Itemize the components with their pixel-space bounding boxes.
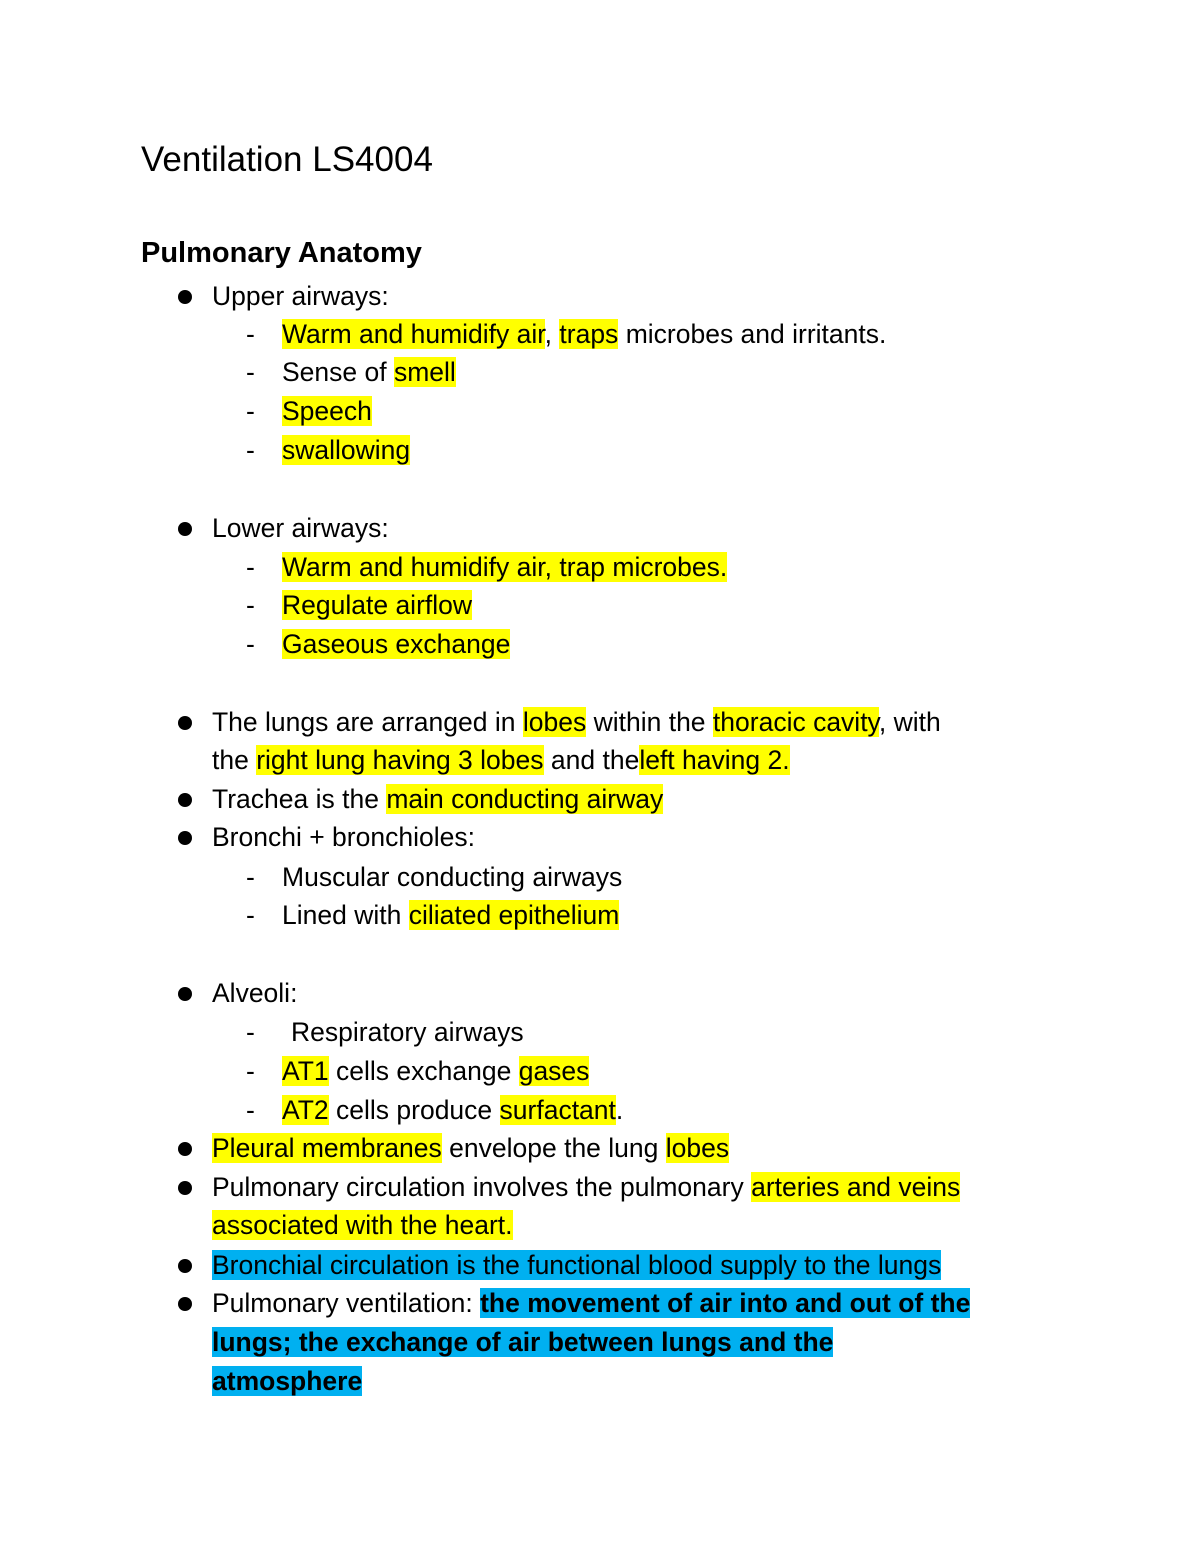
lower-airways-label: Lower airways: (212, 513, 389, 543)
highlight-blue: the movement of air into and out of the (480, 1288, 971, 1318)
lungs-line-1: The lungs are arranged in lobes within the thoracic cavity, with (212, 707, 941, 737)
list-item (282, 586, 472, 625)
highlight: Warm and humidify air, trap microbes. (282, 552, 728, 582)
pulmonary-ventilation-line-1: Pulmonary ventilation: the movement of air into and out of the (212, 1288, 971, 1318)
dash-icon: - (246, 552, 255, 582)
highlight: AT1 (282, 1056, 329, 1086)
bullet-icon (178, 1142, 192, 1156)
highlight: main conducting airway (386, 784, 664, 814)
dash-icon: - (246, 900, 255, 930)
highlight: left having 2. (639, 745, 790, 775)
highlight-blue: Bronchial circulation is the functional blood supply to the lungs (212, 1250, 942, 1280)
bronchi-label: Bronchi + bronchioles: (212, 822, 475, 852)
list-item (282, 431, 410, 470)
list-item: AT1 cells exchange gases (282, 1056, 590, 1086)
bullet-icon (178, 1297, 192, 1311)
highlight-blue: atmosphere (212, 1366, 363, 1396)
list-item: Respiratory airways (291, 1017, 524, 1047)
list-item: Lined with ciliated epithelium (282, 900, 620, 930)
dash-icon: - (246, 396, 255, 426)
dash-icon: - (246, 319, 255, 349)
highlight: lobes (522, 707, 587, 737)
highlight: Speech (282, 396, 372, 426)
highlight: Regulate airflow (282, 590, 473, 620)
highlight: traps (559, 319, 619, 349)
highlight: Warm and humidify air (282, 319, 545, 349)
highlight-blue: lungs; the exchange of air between lungs and the (212, 1327, 834, 1357)
list-item: Sense of smell (282, 357, 456, 387)
highlight: Gaseous exchange (282, 629, 511, 659)
list-item (282, 548, 727, 587)
dash-icon: - (246, 435, 255, 465)
dash-icon: - (246, 1095, 255, 1125)
dash-icon: - (246, 1017, 255, 1047)
bullet-icon (178, 793, 192, 807)
highlight: ciliated epithelium (408, 900, 620, 930)
bullet-icon (178, 1259, 192, 1273)
dash-icon: - (246, 357, 255, 387)
pulmonary-ventilation-line-3 (212, 1362, 362, 1401)
bullet-icon (178, 716, 192, 730)
bullet-icon (178, 987, 192, 1001)
highlight: smell (393, 357, 456, 387)
highlight: gases (518, 1056, 590, 1086)
bullet-icon (178, 831, 192, 845)
highlight: lobes (665, 1133, 730, 1163)
dash-icon: - (246, 590, 255, 620)
upper-airways-label: Upper airways: (212, 281, 389, 311)
alveoli-label: Alveoli: (212, 978, 298, 1008)
highlight: swallowing (282, 435, 411, 465)
list-item (282, 625, 510, 664)
highlight: thoracic cavity (712, 707, 879, 737)
highlight: AT2 (282, 1095, 329, 1125)
dash-icon: - (246, 862, 255, 892)
dash-icon: - (246, 1056, 255, 1086)
trachea-line: Trachea is the main conducting airway (212, 784, 664, 814)
pulmonary-circulation-line-1: Pulmonary circulation involves the pulmonary arteries and veins (212, 1172, 961, 1202)
bullet-icon (178, 1181, 192, 1195)
list-item: Warm and humidify air, traps microbes and irritants. (282, 319, 887, 349)
highlight: associated with the heart. (212, 1210, 513, 1240)
pleural-line: Pleural membranes envelope the lung lobes (212, 1133, 730, 1163)
list-item (282, 392, 372, 431)
document-title: Ventilation LS4004 (141, 140, 433, 179)
highlight: Pleural membranes (212, 1133, 442, 1163)
bullet-icon (178, 290, 192, 304)
bullet-icon (178, 522, 192, 536)
lungs-line-2: the right lung having 3 lobes and theleft having 2. (212, 745, 790, 775)
dash-icon: - (246, 629, 255, 659)
pulmonary-ventilation-line-2 (212, 1323, 833, 1362)
highlight: arteries and veins (751, 1172, 961, 1202)
bronchial-circulation-line (212, 1246, 941, 1285)
list-item: Muscular conducting airways (282, 862, 623, 892)
highlight: right lung having 3 lobes (256, 745, 544, 775)
pulmonary-circulation-line-2 (212, 1206, 513, 1245)
highlight: surfactant (499, 1095, 616, 1125)
list-item: AT2 cells produce surfactant. (282, 1095, 624, 1125)
section-heading: Pulmonary Anatomy (141, 237, 422, 269)
